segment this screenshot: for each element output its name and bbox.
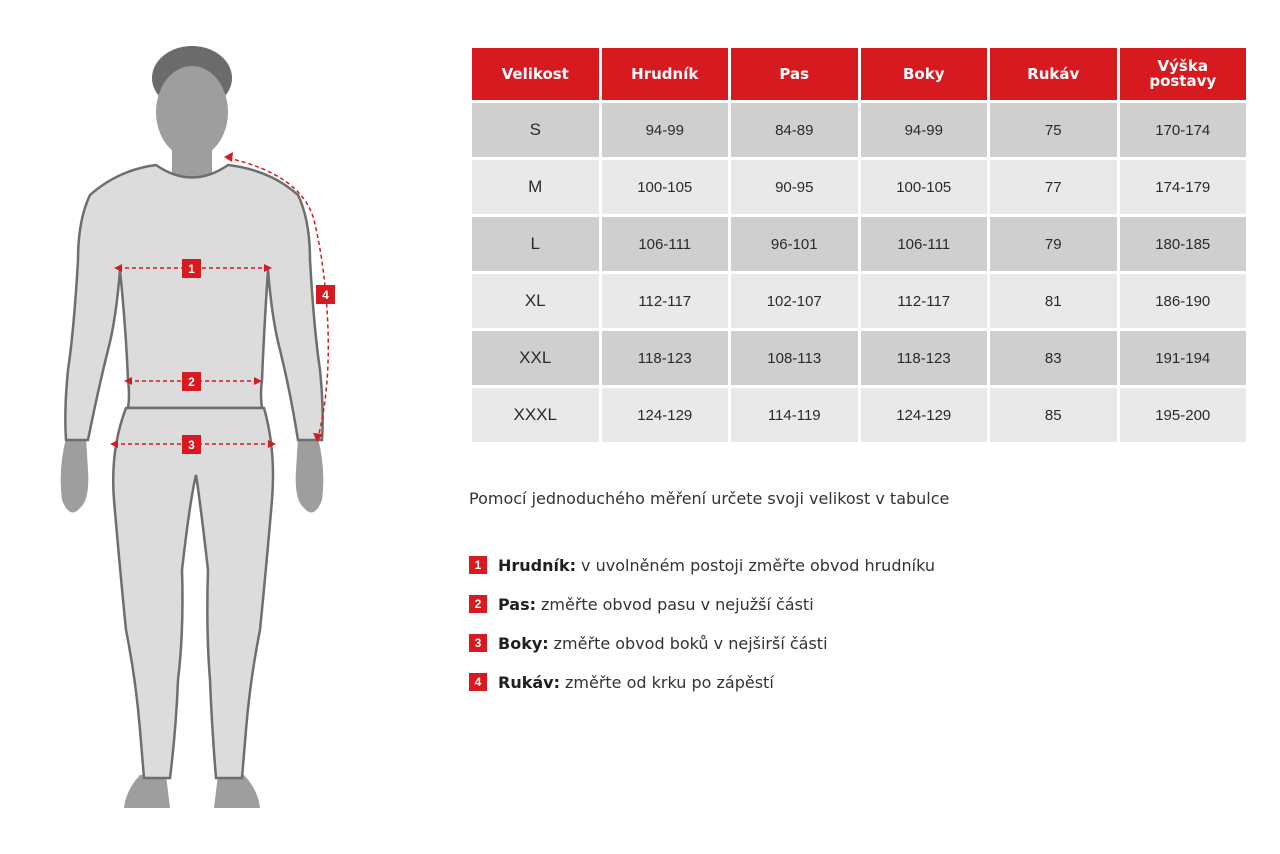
sleeve-cell: 75 xyxy=(990,103,1117,157)
table-row xyxy=(472,388,1246,442)
size-cell: L xyxy=(472,217,599,271)
legend-term: Hrudník: xyxy=(498,555,577,575)
table-row xyxy=(472,103,1246,157)
header-height: Výška postavy xyxy=(1120,48,1247,100)
figure-neck xyxy=(172,140,212,180)
size-cell: XXL xyxy=(472,331,599,385)
figure-shirt xyxy=(65,165,322,440)
legend-term: Rukáv: xyxy=(498,672,560,692)
table-row xyxy=(472,217,1246,271)
height-cell: 186-190 xyxy=(1120,274,1247,328)
legend-item xyxy=(469,672,935,692)
chest-cell: 112-117 xyxy=(602,274,729,328)
sleeve-cell: 79 xyxy=(990,217,1117,271)
figure-right-foot xyxy=(214,775,260,808)
marker-1-label: 1 xyxy=(188,262,195,276)
legend-item xyxy=(469,594,935,614)
sleeve-cell: 85 xyxy=(990,388,1117,442)
legend-item xyxy=(469,633,935,653)
figure-left-foot xyxy=(124,775,170,808)
hips-cell: 94-99 xyxy=(861,103,988,157)
hips-cell: 118-123 xyxy=(861,331,988,385)
table-row xyxy=(472,274,1246,328)
waist-cell: 90-95 xyxy=(731,160,858,214)
figure-right-hand xyxy=(296,438,324,513)
table-row xyxy=(472,331,1246,385)
body-measurement-figure xyxy=(40,30,360,820)
size-cell: S xyxy=(472,103,599,157)
table-header-row xyxy=(472,48,1246,100)
figure-left-hand xyxy=(61,438,89,513)
legend-term: Pas: xyxy=(498,594,537,614)
marker-3-label: 3 xyxy=(188,438,195,452)
chest-cell: 118-123 xyxy=(602,331,729,385)
hips-cell: 124-129 xyxy=(861,388,988,442)
size-cell: M xyxy=(472,160,599,214)
hips-cell: 112-117 xyxy=(861,274,988,328)
chest-cell: 100-105 xyxy=(602,160,729,214)
waist-cell: 84-89 xyxy=(731,103,858,157)
hips-cell: 106-111 xyxy=(861,217,988,271)
sleeve-cell: 83 xyxy=(990,331,1117,385)
header-waist: Pas xyxy=(731,48,858,100)
header-sleeve: Rukáv xyxy=(990,48,1117,100)
waist-cell: 96-101 xyxy=(731,217,858,271)
intro-text: Pomocí jednoduchého měření určete svoji velikost v tabulce xyxy=(469,489,950,508)
height-cell: 195-200 xyxy=(1120,388,1247,442)
sleeve-arrow-top xyxy=(224,152,233,162)
height-cell: 174-179 xyxy=(1120,160,1247,214)
legend-description: změřte obvod pasu v nejužší části xyxy=(541,594,814,614)
height-cell: 180-185 xyxy=(1120,217,1247,271)
legend-number-badge: 1 xyxy=(469,556,487,574)
hips-arrow-left xyxy=(110,440,118,448)
waist-cell: 108-113 xyxy=(731,331,858,385)
chest-cell: 106-111 xyxy=(602,217,729,271)
legend-number-badge: 2 xyxy=(469,595,487,613)
header-size: Velikost xyxy=(472,48,599,100)
sleeve-cell: 77 xyxy=(990,160,1117,214)
header-hips: Boky xyxy=(861,48,988,100)
sleeve-cell: 81 xyxy=(990,274,1117,328)
height-cell: 170-174 xyxy=(1120,103,1247,157)
hips-cell: 100-105 xyxy=(861,160,988,214)
legend-description: v uvolněném postoji změřte obvod hrudníku xyxy=(581,555,935,575)
header-chest: Hrudník xyxy=(602,48,729,100)
legend-number-badge: 4 xyxy=(469,673,487,691)
marker-2-label: 2 xyxy=(188,375,195,389)
legend-description: změřte od krku po zápěstí xyxy=(564,672,774,692)
waist-cell: 102-107 xyxy=(731,274,858,328)
legend-description: změřte obvod boků v nejširší části xyxy=(553,633,828,653)
legend-item xyxy=(469,555,935,575)
size-table xyxy=(469,45,1249,445)
chest-cell: 94-99 xyxy=(602,103,729,157)
legend-term: Boky: xyxy=(498,633,549,653)
size-cell: XL xyxy=(472,274,599,328)
height-cell: 191-194 xyxy=(1120,331,1247,385)
chest-cell: 124-129 xyxy=(602,388,729,442)
waist-cell: 114-119 xyxy=(731,388,858,442)
size-cell: XXXL xyxy=(472,388,599,442)
figure-pants xyxy=(113,408,273,778)
measurement-legend xyxy=(469,555,935,711)
marker-4-label: 4 xyxy=(322,288,329,302)
table-row xyxy=(472,160,1246,214)
legend-number-badge: 3 xyxy=(469,634,487,652)
